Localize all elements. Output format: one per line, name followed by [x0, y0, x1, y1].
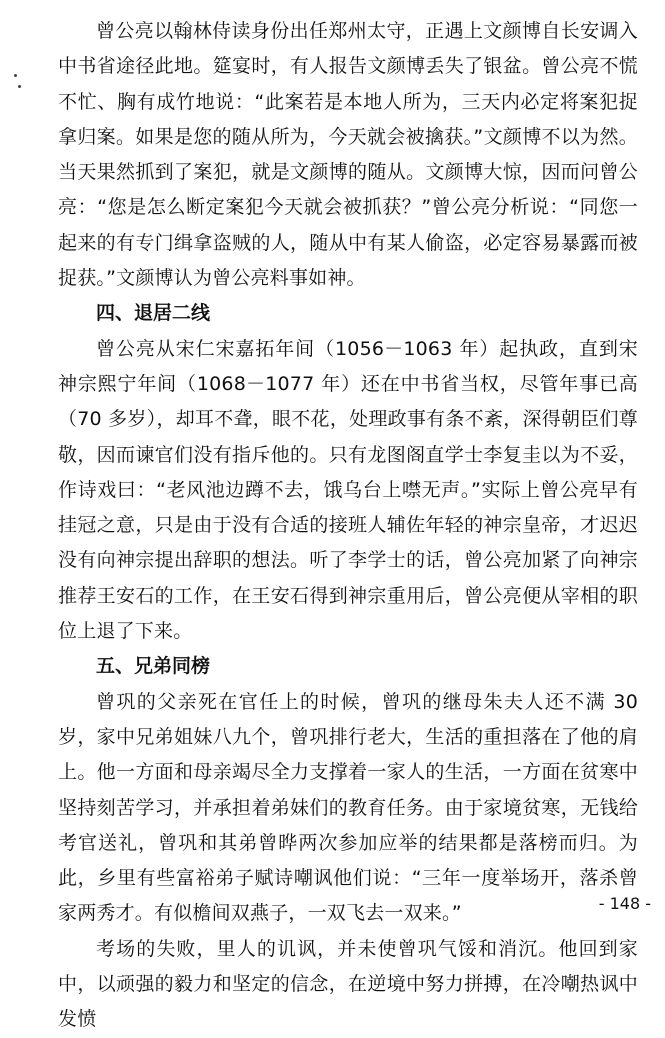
scan-speck — [14, 74, 17, 77]
scan-speck — [18, 85, 21, 88]
page-number: - 148 - — [598, 894, 651, 913]
paragraph-zeng-gongliang-case: 曾公亮以翰林侍读身份出任郑州太守，正遇上文颜博自长安调入中书省途径此地。筵宴时，有人报告文颜博丢失了银盆。曾公亮不慌不忙、胸有成竹地说：“此案若是本地人所为，三天内必定将案犯捉拿归案。如果是您的随从所为，今天就会被擒获。”文颜博不以为然。当天果然抓到了案犯，就是文颜博的随从。文颜博大惊，因而问曾公亮：“您是怎么断定案犯今天就会被抓获？”曾公亮分析说：“同您一起来的有专门缉拿盗贼的人，随从中有某人偷盗，必定容易暴露而被捉获。”文颜博认为曾公亮料事如神。 — [58, 20, 638, 290]
page-content — [58, 14, 638, 1038]
section-heading-retire: 四、退居二线 — [96, 302, 211, 325]
paragraph-brothers-1: 曾巩的父亲死在官任上的时候，曾巩的继母朱夫人还不满 30 岁，家中兄弟姐妹八九个，曾巩排行老大，生活的重担落在了他的肩上。他一方面和母亲竭尽全力支撑着一家人的生活，一方面在贫寒中坚持刻苦学习，并承担着弟妹们的教育任务。由于家境贫寒，无钱给考官送礼，曾巩和其弟曾晔两次参加应举的结果都是落榜而归。为此，乡里有些富裕弟子赋诗嘲讽他们说：“三年一度举场开，落杀曾家两秀才。有似檐间双燕子，一双飞去一双来。” — [58, 690, 638, 925]
paragraph-brothers-2: 考场的失败，里人的讥讽，并未使曾巩气馁和消沉。他回到家中，以顽强的毅力和坚定的信念，在逆境中努力拼搏，在冷嘲热讽中发愤 — [58, 937, 638, 1031]
section-heading-brothers: 五、兄弟同榜 — [96, 655, 211, 678]
paragraph-retire: 曾公亮从宋仁宋嘉拓年间（1056－1063 年）起执政，直到宋神宗熙宁年间（1068－1077 年）还在中书省当权，尽管年事已高（70 多岁），却耳不聋，眼不花，处理政事有条不紊，深得朝臣们尊敬，因而谏官们没有指斥他的。只有龙图阁直学士李复圭以为不妥，作诗戏曰：“老风池边蹲不去，饿乌台上噤无声。”实际上曾公亮早有挂冠之意，只是由于没有合适的接班人辅佐年轻的神宗皇帝，才迟迟没有向神宗提出辞职的想法。听了李学士的话，曾公亮加紧了向神宗推荐王安石的工作，在王安石得到神宗重用后，曾公亮便从宰相的职位上退了下来。 — [58, 337, 638, 643]
